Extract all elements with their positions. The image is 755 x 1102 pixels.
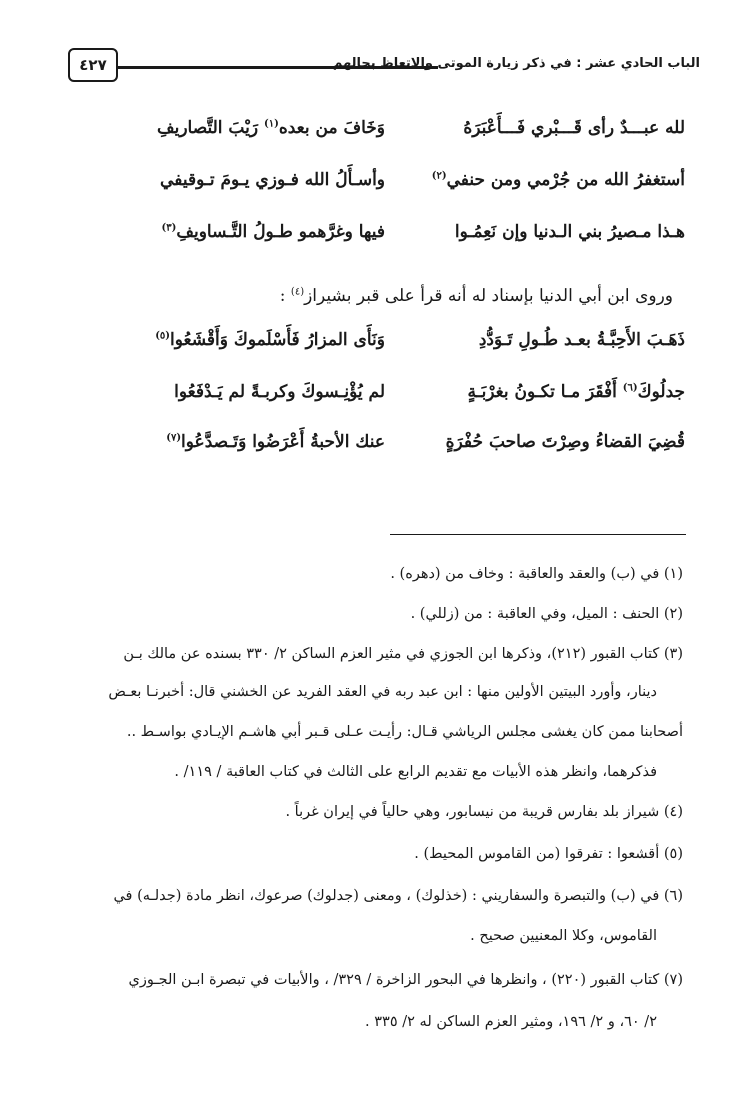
intro-line (280, 286, 673, 306)
verse-left-hemistich (95, 432, 385, 452)
running-header (68, 46, 700, 86)
verse-left-hemistich (95, 222, 385, 242)
footnote-ref: (٥) (155, 330, 171, 342)
verse-left-hemistich: وأسـأَلُ الله فـوزي يـومَ تـوقيفي (160, 170, 385, 190)
header-rule (116, 66, 438, 69)
chapter-title: الباب الحادي عشر : في ذكر زيارة الموتى والاتعاظ بحالهم (332, 56, 700, 71)
page-number: ٤٢٧ (68, 48, 118, 82)
verse-text: فيها وغرَّهمو طـولُ التَّـساويفِ (176, 222, 385, 242)
footnote-ref: (٣) (161, 222, 177, 234)
footnote-6-line: القاموس، وكلا المعنيين صحيح . (470, 928, 657, 944)
verse-left-hemistich: لم يُؤْنِـسوكَ وكربـةً لم يَـدْفَعُوا (174, 382, 385, 402)
verse-line (95, 118, 685, 152)
verse-line (95, 170, 685, 204)
footnote-4: (٤) شيراز بلد بفارس قريبة من نيسابور، وهي حالياً في إيران غرباً . (285, 804, 683, 820)
footnote-3: (٣) كتاب القبور (٢١٢)، وذكرها ابن الجوزي في مثير العزم الساكن ٢/ ٣٣٠ بسنده عن مالك بـن (123, 646, 683, 662)
footnote-3-line: فذكرهما، وانظر هذه الأبيات مع تقديم الرابع على الثالث في كتاب العاقبة / ١١٩/ . (174, 764, 657, 780)
verse-right-hemistich: ذَهَـبَ الأَحِبَّـةُ بعـد طُـولِ تَـوَدُّدِ (478, 330, 685, 350)
verse-line (95, 222, 685, 256)
verse-line (95, 330, 685, 364)
verse-text: أستغفرُ الله من جُرْمي ومن حنفي (446, 170, 685, 190)
verse-line (95, 432, 685, 466)
footnote-ref: (١) (263, 118, 279, 130)
footnote-1: (١) في (ب) والعقد والعاقبة : وخاف من (دهره) . (390, 566, 683, 582)
verse-left-hemistich (95, 118, 385, 138)
verse-text: عنك الأحبةُ أَعْرَضُوا وَتَـصدَّعُوا (181, 432, 385, 452)
footnote-6: (٦) في (ب) والتبصرة والسفاريني : (خذلوك) ، ومعنى (جدلوك) صرعوك، انظر مادة (جدلـه) في (113, 888, 683, 904)
verse-text: جدلُوكَ (637, 382, 685, 402)
footnote-2: (٢) الحنف : الميل، وفي العاقبة : من (زللي) . (410, 606, 683, 622)
verse-right-hemistich: قُضِيَ القضاءُ وصِرْتَ صاحبَ حُفْرَةٍ (445, 432, 685, 452)
footnote-ref: (٤) (290, 286, 305, 298)
verse-right-hemistich: هـذا مـصيرُ بني الـدنيا وإن نَعِمُـوا (454, 222, 685, 242)
verse-right-hemistich (395, 170, 685, 190)
verse-text: وَخَافَ من بعده (278, 118, 385, 138)
verse-text: رَيْبَ التَّصاريفِ (157, 118, 264, 138)
intro-tail: : (279, 286, 291, 306)
footnote-ref: (٢) (431, 170, 447, 182)
footnote-3-line: دينار، وأورد البيتين الأولين منها : ابن عبد ربه في العقد الفريد عن الخشني قال: أخبرنـا بعـض (108, 684, 657, 700)
verse-right-hemistich (395, 382, 685, 402)
verse-line (95, 382, 685, 416)
footnote-divider (390, 534, 686, 535)
intro-text: وروى ابن أبي الدنيا بإسناد له أنه قرأ على قبر بشيراز (304, 286, 673, 306)
footnote-7: (٧) كتاب القبور (٢٢٠) ، وانظرها في البحور الزاخرة / ٣٢٩/ ، والأبيات في تبصرة ابـن الجـوزي (128, 972, 683, 988)
verse-right-hemistich: لله عبـــدٌ رأى قَـــبْري فَـــأَعْبَرَهُ (463, 118, 685, 138)
footnote-5: (٥) أقشعوا : تفرقوا (من القاموس المحيط) . (414, 846, 683, 862)
footnote-ref: (٧) (166, 432, 182, 444)
verse-text: أَفْقَرَ مـا تكـونُ بغرْبَـةٍ (467, 382, 623, 402)
footnote-3-line: أصحابنا ممن كان يغشى مجلس الرياشي قـال: رأيـت عـلى قـبر أبي هاشـم الإيـادي بواسـط .. (126, 724, 683, 740)
verse-text: وَنَأَى المزارُ فَأَسْلَموكَ وَأَقْشَعُوا (170, 330, 385, 350)
verse-left-hemistich (95, 330, 385, 350)
footnote-7-line: ٢/ ٦٠، و ٢/ ١٩٦، ومثير العزم الساكن له ٢/ ٣٣٥ . (365, 1014, 657, 1030)
footnote-ref: (٦) (622, 382, 638, 394)
